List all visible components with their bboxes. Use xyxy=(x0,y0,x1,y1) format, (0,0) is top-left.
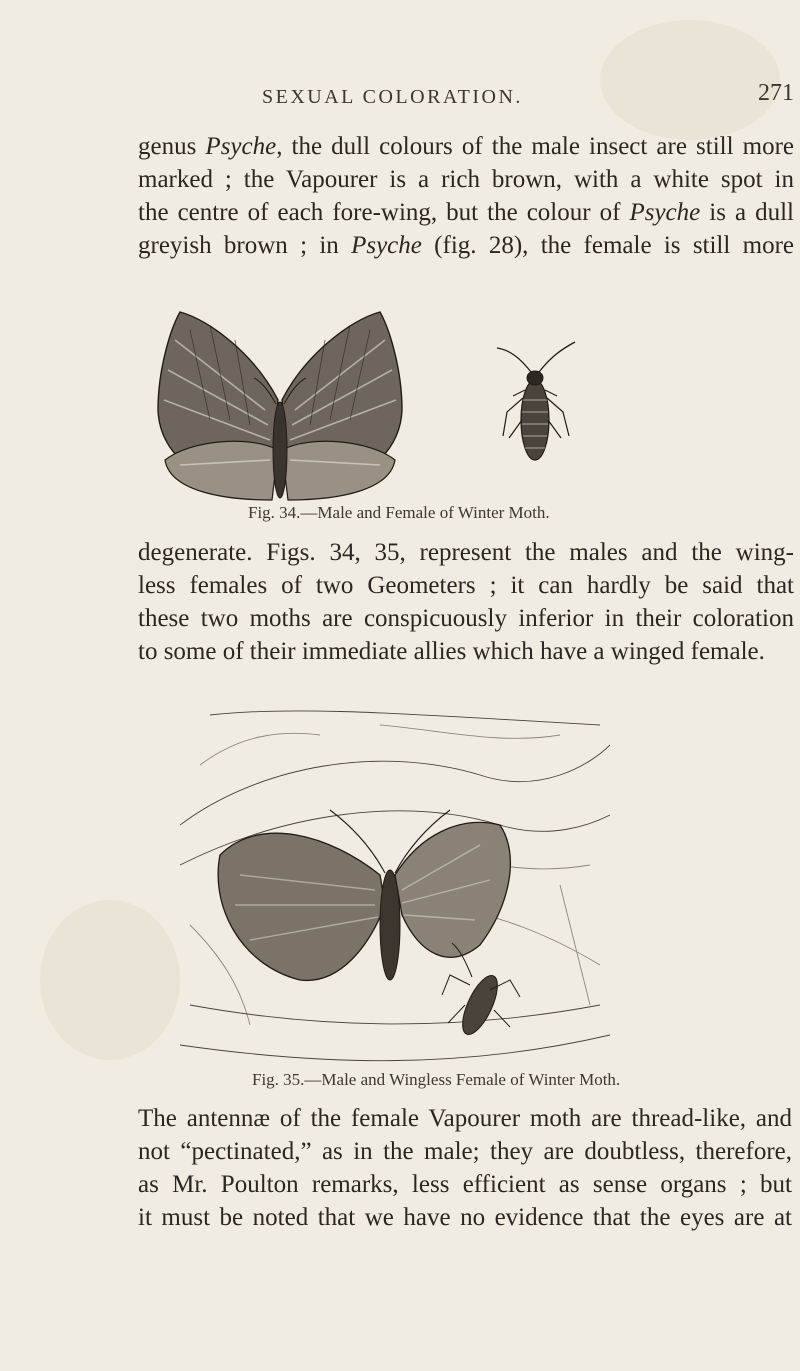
text-line: The antennæ of the female Vapourer moth are thread-like, and xyxy=(138,1105,792,1132)
text-line: degenerate. Figs. 34, 35, represent the males and the wing- xyxy=(138,539,794,566)
text-line: the centre of each fore-wing, but the colour of Psyche is a dull xyxy=(138,199,794,226)
text-line: these two moths are conspicuously inferior in their coloration xyxy=(138,605,794,632)
female-winter-moth-illustration xyxy=(497,342,575,460)
male-winter-moth-illustration xyxy=(158,312,402,500)
text-line: less females of two Geometers ; it can hardly be said that xyxy=(138,572,794,599)
text-line: marked ; the Vapourer is a rich brown, with a white spot in xyxy=(138,166,794,193)
paragraph-3 xyxy=(138,1102,792,1234)
figure-34-winter-moth xyxy=(150,300,600,520)
figure-35-winter-moth xyxy=(180,705,610,1095)
paragraph-2 xyxy=(138,536,794,668)
paragraph-1 xyxy=(138,130,794,262)
text-line: greyish brown ; in Psyche (fig. 28), the female is still more xyxy=(138,232,794,259)
text-line: not “pectinated,” as in the male; they are doubtless, therefore, xyxy=(138,1138,792,1165)
male-moth-illustration xyxy=(218,810,510,980)
figure-34-caption: Fig. 34.—Male and Female of Winter Moth. xyxy=(248,503,550,522)
text-line: it must be noted that we have no evidence that the eyes are at xyxy=(138,1204,792,1231)
page-header xyxy=(0,76,800,116)
figure-35-caption: Fig. 35.—Male and Wingless Female of Winter Moth. xyxy=(252,1070,621,1089)
page-number: 271 xyxy=(758,80,794,106)
text-line: to some of their immediate allies which have a winged female. xyxy=(138,638,765,665)
running-head: SEXUAL COLORATION. xyxy=(262,86,523,108)
text-line: genus Psyche, the dull colours of the male insect are still more xyxy=(138,133,794,160)
text-line: as Mr. Poulton remarks, less efficient as sense organs ; but xyxy=(138,1171,792,1198)
paper-stain xyxy=(40,900,180,1060)
